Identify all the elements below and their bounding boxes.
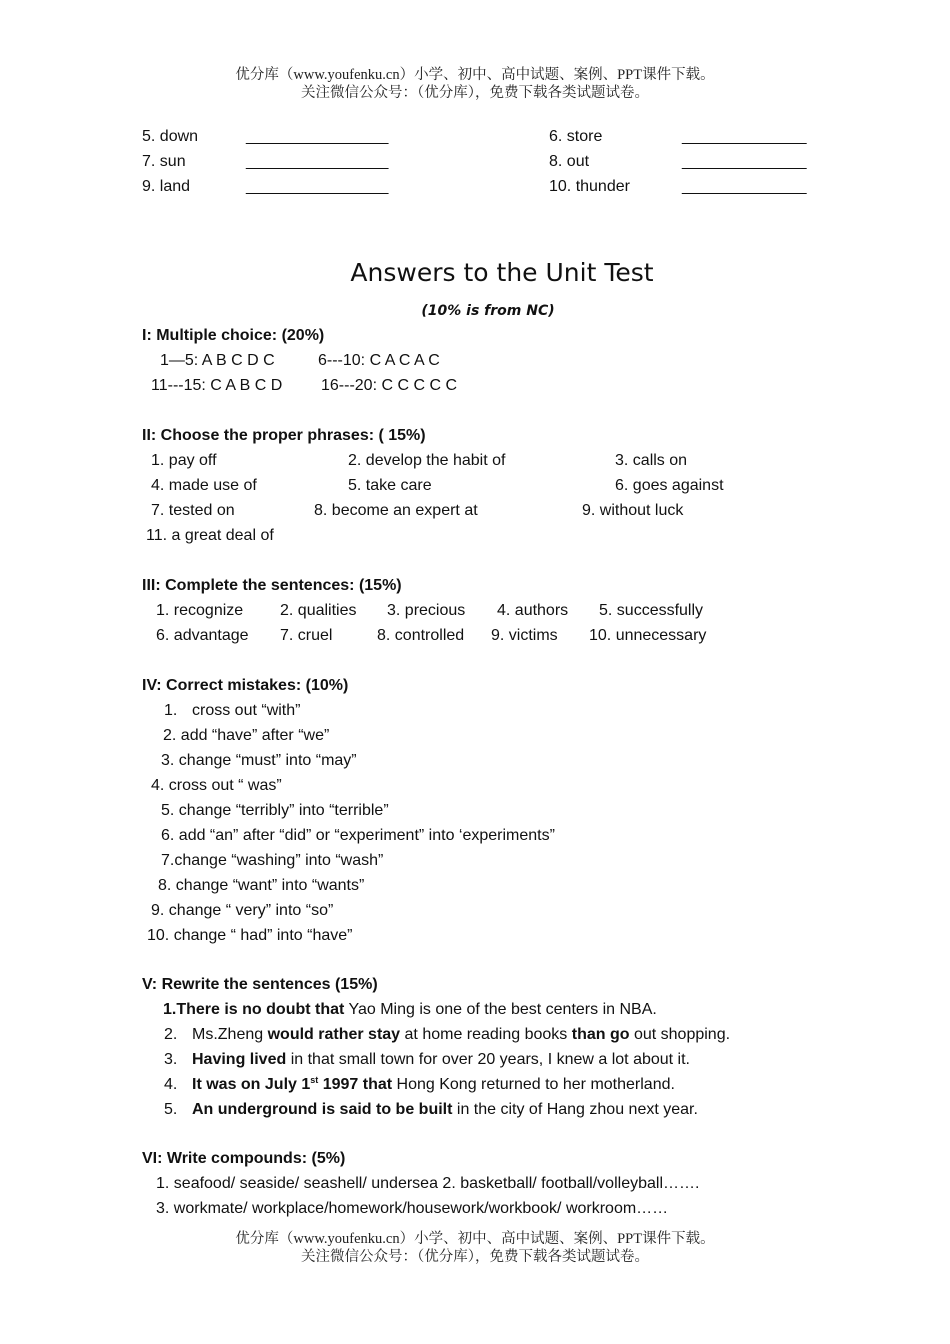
rewrite-item [192,1050,690,1070]
rewrite-key: An underground is said to be built [192,1101,453,1118]
rewrite-key: It was on July 1 [192,1076,311,1093]
page-title: Answers to the Unit Test [350,258,654,287]
phrase-answer: 2. develop the habit of [348,452,506,469]
phrase-answer: 4. made use of [151,477,257,494]
word-blank: ______________ [682,153,807,170]
page-subtitle: (10% is from NC) [421,303,555,319]
word-blank: ________________ [246,153,389,170]
rewrite-key: would rather stay [267,1026,401,1043]
section-heading: V: Rewrite the sentences (15%) [142,976,378,993]
rewrite-item [192,1075,675,1095]
item-number: 4. [164,1076,178,1093]
word-answer: 2. qualities [280,602,357,619]
word-answer: 10. unnecessary [589,627,707,644]
word-answer: 1. recognize [156,602,244,619]
rewrite-text: in the city of Hang zhou next year. [452,1101,698,1118]
phrase-answer: 3. calls on [615,452,688,469]
word-answer: 5. successfully [599,602,704,619]
rewrite-item [192,1025,730,1045]
correction-item: 3. change “must” into “may” [161,752,357,769]
word-item: 7. sun [142,153,186,170]
rewrite-key: than go [571,1026,630,1043]
word-answer: 4. authors [497,602,569,619]
section-heading: II: Choose the proper phrases: ( 15%) [142,427,426,444]
compound-line: 3. workmate/ workplace/homework/housework/workbook/ workroom…… [156,1200,669,1217]
word-blank: ________________ [246,128,389,145]
rewrite-key: Having lived [192,1051,287,1068]
footer-line-2: 关注微信公众号：（优分库），免费下载各类试题试卷。 [301,1249,649,1265]
word-answer: 7. cruel [280,627,333,644]
header-line-2: 关注微信公众号：（优分库），免费下载各类试题试卷。 [301,85,649,101]
rewrite-text: Ms.Zheng [192,1026,268,1043]
phrase-answer: 6. goes against [615,477,724,494]
rewrite-item [192,1100,698,1120]
rewrite-text: in that small town for over 20 years, I knew a lot about it. [286,1051,690,1068]
section-heading: VI: Write compounds: (5%) [142,1150,346,1167]
phrase-answer: 8. become an expert at [314,502,478,519]
word-answer: 6. advantage [156,627,249,644]
ordinal-suffix: st [310,1075,319,1085]
correction-item: 7.change “washing” into “wash” [161,852,384,869]
item-number: 2. [164,1026,178,1043]
word-item: 8. out [549,153,590,170]
rewrite-text: out shopping. [629,1026,731,1043]
rewrite-item [163,1000,657,1020]
word-answer: 3. precious [387,602,466,619]
correction-item: 6. add “an” after “did” or “experiment” into ‘experiments” [161,827,555,844]
answer-group: 6---10: C A C A C [318,352,440,369]
word-blank: ______________ [682,178,807,195]
correction-item: 10. change “ had” into “have” [147,927,353,944]
word-item: 5. down [142,128,199,145]
footer-line-1: 优分库（www.youfenku.cn）小学、初中、高中试题、案例、PPT课件下载。 [235,1231,715,1247]
section-heading: IV: Correct mistakes: (10%) [142,677,349,694]
answer-group: 1—5: A B C D C [160,352,275,369]
word-item: 6. store [549,128,603,145]
section-heading: I: Multiple choice: (20%) [142,327,325,344]
correction-item: 8. change “want” into “wants” [158,877,365,894]
word-blank: ________________ [246,178,389,195]
item-number: 3. [164,1051,178,1068]
answer-group: 11---15: C A B C D [151,377,283,394]
phrase-answer: 1. pay off [151,452,217,469]
rewrite-text: Yao Ming is one of the best centers in NBA. [344,1001,657,1018]
rewrite-key: 1997 that [318,1076,393,1093]
correction-item: 2. add “have” after “we” [163,727,330,744]
item-number: 1. [164,702,178,719]
rewrite-text: at home reading books [400,1026,572,1043]
section-heading: III: Complete the sentences: (15%) [142,577,402,594]
header-line-1: 优分库（www.youfenku.cn）小学、初中、高中试题、案例、PPT课件下载。 [235,67,715,83]
word-answer: 9. victims [491,627,558,644]
phrase-answer: 9. without luck [582,502,684,519]
item-number: 5. [164,1101,178,1118]
correction-item: 5. change “terribly” into “terrible” [161,802,389,819]
phrase-answer: 7. tested on [151,502,235,519]
compound-line: 1. seafood/ seaside/ seashell/ undersea 2. basketball/ football/volleyball……. [156,1175,700,1192]
word-item: 10. thunder [549,178,630,195]
phrase-answer: 11. a great deal of [146,527,274,544]
correction-item: 4. cross out “ was” [151,777,282,794]
correction-item: 9. change “ very” into “so” [151,902,334,919]
rewrite-key: 1.There is no doubt that [163,1001,345,1018]
word-answer: 8. controlled [377,627,465,644]
word-blank: ______________ [682,128,807,145]
answer-group: 16---20: C C C C C [321,377,458,394]
word-item: 9. land [142,178,191,195]
phrase-answer: 5. take care [348,477,432,494]
correction-item: cross out “with” [192,702,301,719]
rewrite-text: Hong Kong returned to her motherland. [392,1076,675,1093]
